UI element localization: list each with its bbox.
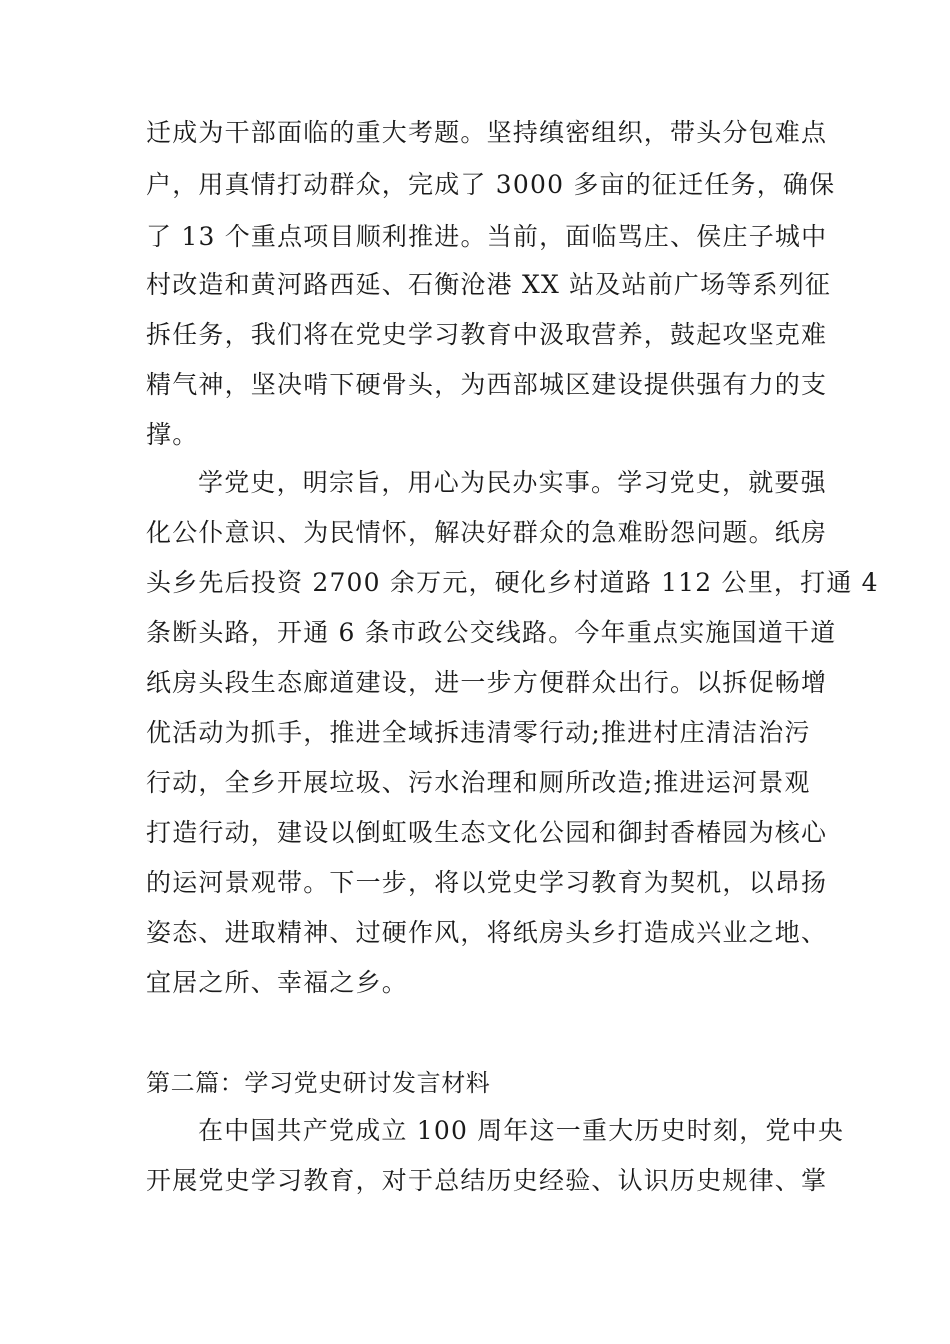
text-line: 打造行动，建设以倒虹吸生态文化公园和御封香椿园为核心 [146,818,828,847]
text-line: 学党史，明宗旨，用心为民办实事。学习党史，就要强 [198,468,827,497]
text-line: 行动，全乡开展垃圾、污水治理和厕所改造;推进运河景观 [146,768,811,797]
text-line: 姿态、进取精神、过硬作风，将纸房头乡打造成兴业之地、 [146,918,828,947]
text-line: 了 13 个重点项目顺利推进。当前，面临骂庄、侯庄子城中 [146,222,828,251]
text-line: 优活动为抓手，推进全域拆违清零行动;推进村庄清洁治污 [146,718,811,747]
text-line: 纸房头段生态廊道建设，进一步方便群众出行。以拆促畅增 [146,668,828,697]
text-line: 精气神，坚决啃下硬骨头，为西部城区建设提供强有力的支 [146,370,828,399]
text-line: 撑。 [146,420,199,449]
text-line: 的运河景观带。下一步，将以党史学习教育为契机，以昂扬 [146,868,828,897]
text-line: 户，用真情打动群众，完成了 3000 多亩的征迁任务，确保 [146,170,836,199]
text-line: 拆任务，我们将在党史学习教育中汲取营养，鼓起攻坚克难 [146,320,828,349]
text-line: 条断头路，开通 6 条市政公交线路。今年重点实施国道干道 [146,618,837,647]
text-line: 头乡先后投资 2700 余万元，硬化乡村道路 112 公里，打通 4 [146,568,879,597]
text-line: 开展党史学习教育，对于总结历史经验、认识历史规律、掌 [146,1166,828,1195]
text-line: 化公仆意识、为民情怀，解决好群众的急难盼怨问题。纸房 [146,518,828,547]
text-line: 宜居之所、幸福之乡。 [146,968,409,997]
text-line: 在中国共产党成立 100 周年这一重大历史时刻，党中央 [198,1116,845,1145]
text-line: 村改造和黄河路西延、石衡沧港 XX 站及站前广场等系列征 [146,270,832,299]
section-heading: 第二篇：学习党史研讨发言材料 [146,1069,491,1097]
text-line: 迁成为干部面临的重大考题。坚持缜密组织，带头分包难点 [146,118,828,147]
